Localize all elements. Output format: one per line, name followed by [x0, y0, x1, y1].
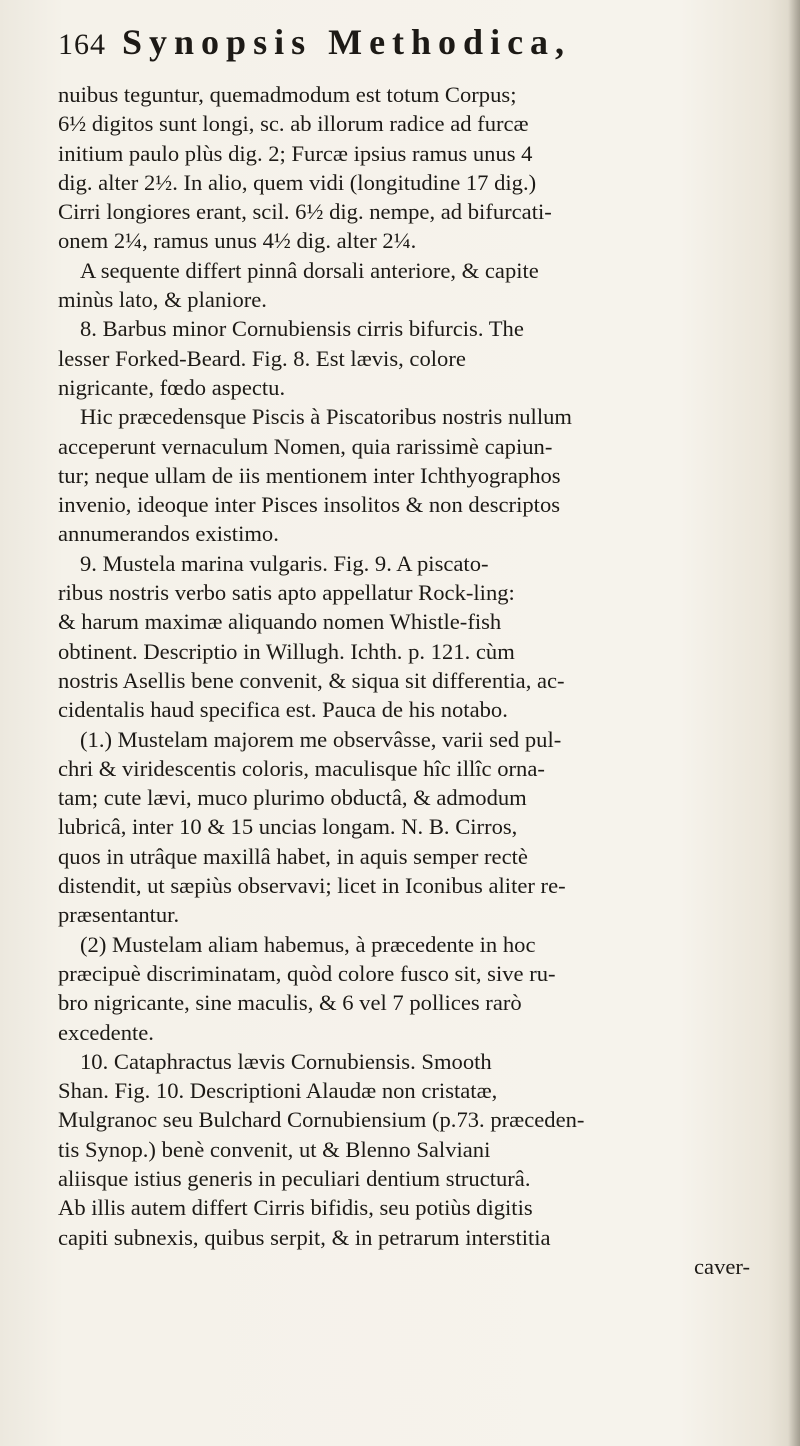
running-head [58, 6, 754, 78]
text-line: distendit, ut sæpiùs observavi; licet in Iconibus aliter re- [58, 873, 566, 899]
text-line: præcipuè discriminatam, quòd colore fusco sit, sive ru- [58, 960, 556, 986]
text-line: minùs lato, & planiore. [58, 287, 267, 313]
text-line: acceperunt vernaculum Nomen, quia rarissimè capiun- [58, 433, 553, 459]
text-line: Hic præcedensque Piscis à Piscatoribus nostris nullum [80, 404, 572, 430]
text-line: (2) Mustelam aliam habemus, à præcedente in hoc [80, 931, 536, 957]
text-line: Cirri longiores erant, scil. 6½ dig. nempe, ad bifurcati- [58, 199, 552, 225]
text-line: tis Synop.) benè convenit, ut & Blenno Salviani [58, 1136, 491, 1162]
text-line: ribus nostris verbo satis apto appellatur Rock-ling: [58, 580, 515, 606]
text-line: nostris Asellis bene convenit, & siqua sit differentia, ac- [58, 667, 565, 693]
text-line: cidentalis haud specifica est. Pauca de his notabo. [58, 697, 508, 723]
text-line: lubricâ, inter 10 & 15 uncias longam. N. B. Cirros, [58, 814, 518, 840]
text-line: Shan. Fig. 10. Descriptioni Alaudæ non cristatæ, [58, 1078, 498, 1104]
text-line: dig. alter 2½. In alio, quem vidi (longitudine 17 dig.) [58, 169, 537, 195]
page-number: 164 [58, 28, 106, 61]
text-line: 6½ digitos sunt longi, sc. ab illorum radice ad furcæ [58, 111, 529, 137]
text-line: bro nigricante, sine maculis, & 6 vel 7 pollices rarò [58, 990, 522, 1016]
text-line: excedente. [58, 1019, 154, 1045]
catchword: caver- [694, 1253, 750, 1279]
text-line: 10. Cataphractus lævis Cornubiensis. Smooth [80, 1048, 492, 1074]
body-text [58, 80, 754, 1281]
text-line: 9. Mustela marina vulgaris. Fig. 9. A piscato- [80, 550, 489, 576]
text-line: aliisque istius generis in peculiari dentium structurâ. [58, 1165, 531, 1191]
text-line: capiti subnexis, quibus serpit, & in petrarum interstitia [58, 1224, 551, 1250]
text-line: & harum maximæ aliquando nomen Whistle-fish [58, 609, 502, 635]
text-line: initium paulo plùs dig. 2; Furcæ ipsius ramus unus 4 [58, 140, 533, 166]
text-line: chri & viridescentis coloris, maculisque hîc illîc orna- [58, 755, 545, 781]
text-line: quos in utrâque maxillâ habet, in aquis semper rectè [58, 843, 528, 869]
text-line: lesser Forked-Beard. Fig. 8. Est lævis, colore [58, 345, 466, 371]
text-line: tam; cute lævi, muco plurimo obductâ, & admodum [58, 785, 527, 811]
text-line: (1.) Mustelam majorem me observâsse, varii sed pul- [80, 726, 562, 752]
text-line: præsentantur. [58, 902, 180, 928]
text-line: A sequente differt pinnâ dorsali anteriore, & capite [80, 257, 539, 283]
page-edge-shadow [788, 0, 800, 1446]
text-line: onem 2¼, ramus unus 4½ dig. alter 2¼. [58, 228, 417, 254]
text-line: invenio, ideoque inter Pisces insolitos & non descriptos [58, 492, 561, 518]
text-line: nuibus teguntur, quemadmodum est totum Corpus; [58, 82, 517, 107]
text-line: annumerandos existimo. [58, 521, 279, 547]
text-line: obtinent. Descriptio in Willugh. Ichth. p. 121. cùm [58, 638, 515, 664]
running-title: Synopsis Methodica, [122, 22, 572, 62]
text-line: Mulgranoc seu Bulchard Cornubiensium (p.73. præceden- [58, 1107, 585, 1133]
text-line: 8. Barbus minor Cornubiensis cirris bifurcis. The [80, 316, 524, 342]
text-line: nigricante, fœdo aspectu. [58, 374, 286, 400]
text-line: Ab illis autem differt Cirris bifidis, seu potiùs digitis [58, 1195, 533, 1221]
text-line: tur; neque ullam de iis mentionem inter Ichthyographos [58, 462, 561, 488]
